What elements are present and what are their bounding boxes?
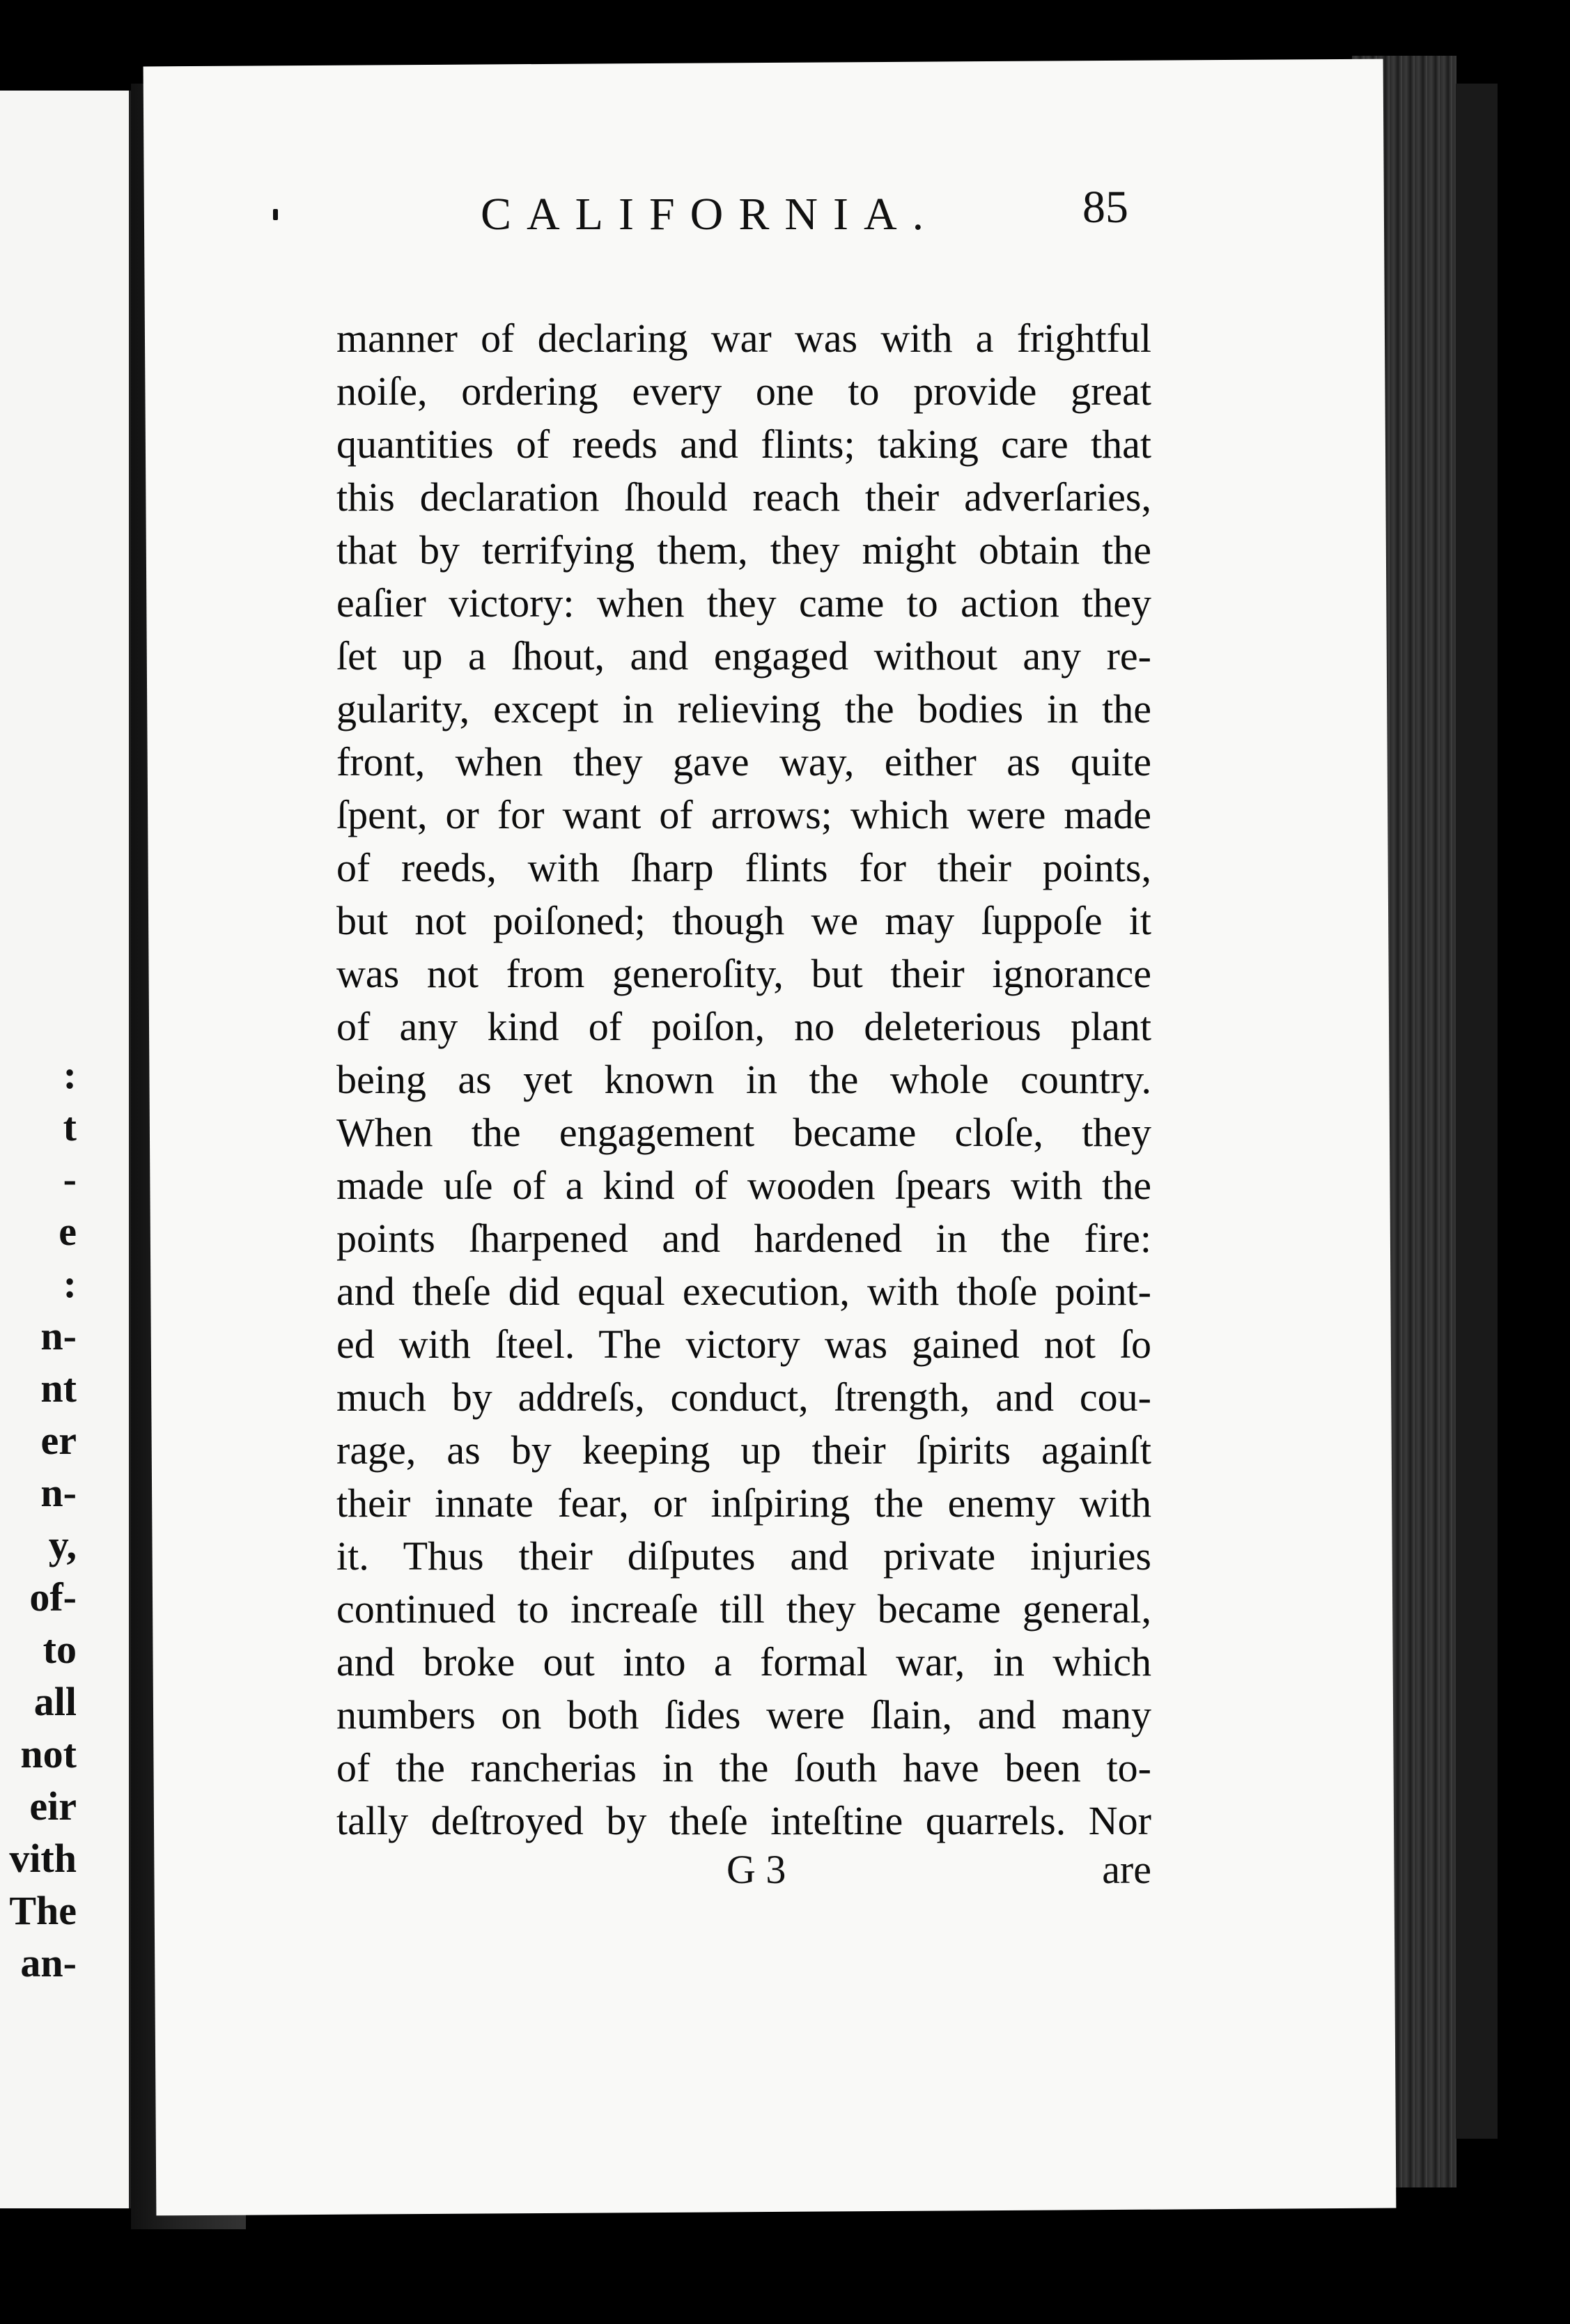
text-line: gularity, except in relieving the bodies in the (336, 686, 1151, 731)
book-cover-edge (1456, 84, 1498, 2139)
text-line: made uſe of a kind of wooden ſpears with the (336, 1163, 1151, 1208)
body-text (336, 312, 1151, 1847)
text-line: manner of declaring war was with a frightful (336, 316, 1151, 361)
text-line: it. Thus their diſputes and private injuries (336, 1533, 1151, 1579)
left-fragment: n- (40, 1313, 77, 1358)
text-line: that by terrifying them, they might obtain the (336, 527, 1151, 573)
text-line: points ſharpened and hardened in the fire: (336, 1216, 1151, 1261)
text-line: this declaration ſhould reach their adverſaries, (336, 474, 1151, 520)
text-line: noiſe, ordering every one to provide great (336, 369, 1151, 414)
text-line: of the rancherias in the ſouth have been to- (336, 1745, 1151, 1790)
left-fragment: y, (48, 1522, 77, 1567)
text-line: front, when they gave way, either as quite (336, 739, 1151, 784)
left-fragment: The (9, 1888, 77, 1933)
text-line: rage, as by keeping up their ſpirits againſt (336, 1427, 1151, 1473)
left-page-text-fragments (0, 1048, 77, 1989)
text-line: and broke out into a formal war, in which (336, 1639, 1151, 1684)
left-fragment: of- (29, 1574, 77, 1620)
left-facing-page (0, 91, 132, 2208)
left-fragment: vith (9, 1836, 77, 1881)
left-fragment: n- (40, 1470, 77, 1515)
left-fragment: all (33, 1679, 77, 1724)
left-fragment: t (63, 1104, 77, 1149)
text-line: ſet up a ſhout, and engaged without any re- (336, 633, 1151, 679)
left-fragment: : (63, 1261, 77, 1306)
text-line: numbers on both ſides were ſlain, and many (336, 1692, 1151, 1737)
text-line: was not from generoſity, but their ignorance (336, 951, 1151, 996)
running-head: CALIFORNIA. (481, 189, 940, 240)
page-header (334, 182, 1128, 265)
signature-mark: G 3 (726, 1847, 786, 1892)
text-line: eaſier victory: when they came to action they (336, 580, 1151, 626)
left-fragment: not (20, 1731, 77, 1776)
left-fragment: nt (40, 1365, 77, 1411)
left-fragment: - (63, 1156, 77, 1202)
text-line: of any kind of poiſon, no deleterious plant (336, 1004, 1151, 1049)
left-fragment: to (42, 1627, 77, 1672)
text-line: of reeds, with ſharp flints for their points, (336, 845, 1151, 890)
left-fragment: : (63, 1052, 77, 1097)
left-fragment: er (40, 1418, 77, 1463)
text-line: but not poiſoned; though we may ſuppoſe it (336, 898, 1151, 943)
left-fragment: e (59, 1209, 77, 1254)
text-line: When the engagement became cloſe, they (336, 1110, 1151, 1155)
text-line: tally deſtroyed by theſe inteſtine quarrels. Nor (336, 1798, 1151, 1843)
text-line: their innate fear, or inſpiring the enemy with (336, 1480, 1151, 1526)
text-line: continued to increaſe till they became general, (336, 1586, 1151, 1632)
text-line: and theſe did equal execution, with thoſe point- (336, 1269, 1151, 1314)
page-footer (336, 1846, 1151, 1909)
text-line: quantities of reeds and flints; taking care that (336, 421, 1151, 467)
text-line: much by addreſs, conduct, ſtrength, and cou- (336, 1374, 1151, 1420)
page-number: 85 (1082, 182, 1128, 233)
catchword: are (1102, 1847, 1151, 1892)
text-line: ed with ſteel. The victory was gained not ſo (336, 1322, 1151, 1367)
text-line: being as yet known in the whole country. (336, 1057, 1151, 1102)
ink-mark (273, 209, 278, 220)
left-fragment: an- (20, 1940, 77, 1985)
text-line: ſpent, or for want of arrows; which were made (336, 792, 1151, 837)
left-fragment: eir (29, 1783, 77, 1829)
